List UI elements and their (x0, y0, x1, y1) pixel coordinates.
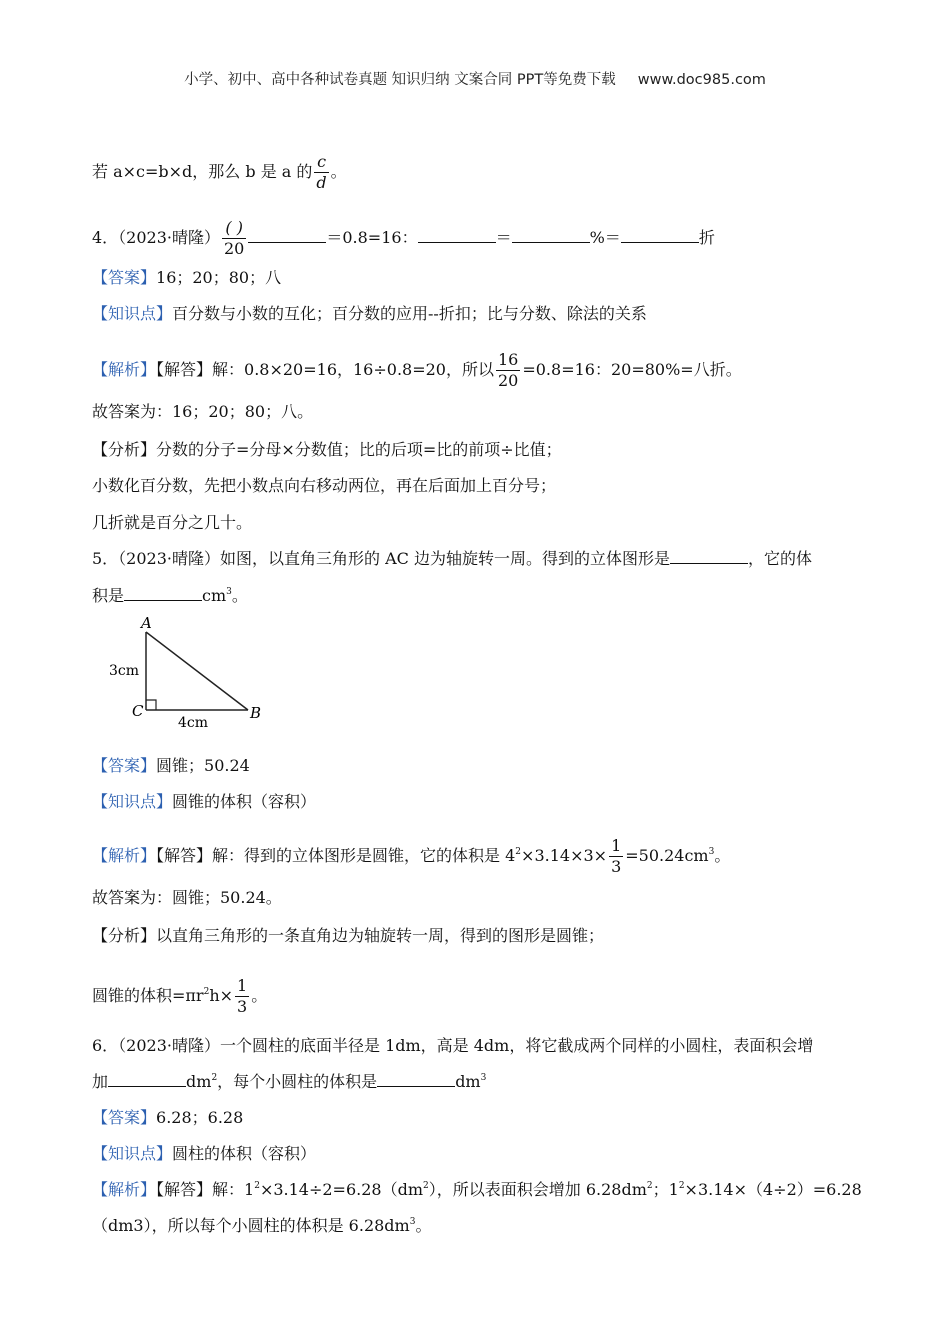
solution-text: 。 (714, 846, 731, 865)
intro-line (92, 152, 347, 193)
superscript: 2 (515, 847, 522, 857)
vertex-b-label: B (250, 704, 262, 722)
q6-text: dm (455, 1072, 481, 1091)
frac-den: d (316, 173, 327, 192)
answer-tag: 【答案】 (92, 268, 157, 287)
answer-blank[interactable] (621, 226, 699, 243)
side-ac-label: 3cm (109, 663, 140, 679)
q4-answer (92, 266, 281, 290)
q4-conclusion: 故答案为：16；20；80；八。 (92, 402, 314, 421)
solution-text: ×3.14×（4÷2）=6.28 (684, 1180, 862, 1199)
superscript: 2 (254, 1181, 260, 1191)
q4-solution (92, 350, 742, 391)
solution-text: 【解答】解：0.8×20=16，16÷0.8=20，所以 (156, 360, 494, 379)
q5-text: ，它的体 (747, 549, 812, 568)
analysis-text: 。 (251, 986, 268, 1005)
vertex-c-label: C (132, 702, 144, 720)
side-cb-label: 4cm (178, 715, 209, 730)
solution-tag: 【解析】 (92, 360, 157, 379)
frac-den: 20 (497, 371, 519, 390)
q5-knowledge (92, 790, 316, 814)
answer-blank[interactable] (418, 226, 496, 243)
q4-text: ＝0.8=16： (326, 228, 418, 247)
q6-text: ，每个小圆柱的体积是 (217, 1072, 378, 1091)
intro-end: 。 (330, 162, 347, 181)
answer-blank[interactable] (108, 1070, 186, 1087)
header-text: 小学、初中、高中各种试卷真题 知识归纳 文案合同 PPT等免费下载 (184, 72, 616, 88)
knowledge-tag: 【知识点】 (92, 792, 173, 811)
answer-text: 圆锥；50.24 (156, 756, 250, 775)
q6-text: 加 (92, 1072, 109, 1091)
q5-solution (92, 836, 730, 877)
header-site-link[interactable]: www.doc985.com (637, 72, 766, 88)
superscript: 2 (678, 1181, 685, 1191)
q4-analysis-3: 几折就是百分之几十。 (92, 513, 253, 532)
q5-analysis-1: 【分析】以直角三角形的一条直角边为轴旋转一周，得到的图形是圆锥； (92, 926, 605, 945)
solution-text: 【解答】解：1 (156, 1180, 255, 1199)
superscript: 3 (226, 587, 232, 597)
answer-text: 16；20；80；八 (156, 268, 282, 287)
analysis-text: h× (209, 986, 234, 1005)
fraction-16-20 (496, 350, 520, 391)
q4-analysis-2: 小数化百分数，先把小数点向右移动两位，再在后面加上百分号； (92, 476, 557, 495)
frac-den: 20 (224, 239, 245, 258)
answer-blank[interactable] (512, 226, 590, 243)
q6-text: dm (186, 1072, 212, 1091)
solution-text: =50.24cm (625, 846, 709, 865)
solution-text: ×3.14÷2=6.28（dm (259, 1180, 424, 1199)
frac-num: 16 (497, 350, 519, 369)
superscript: 3 (409, 1217, 416, 1227)
q4-knowledge (92, 302, 647, 326)
knowledge-text: 百分数与小数的互化；百分数的应用--折扣；比与分数、除法的关系 (172, 304, 647, 323)
q6-answer (92, 1106, 243, 1130)
q5-text: cm (202, 586, 227, 605)
superscript: 2 (423, 1181, 429, 1191)
vertex-a-label: A (141, 614, 152, 632)
fraction-1-3 (609, 836, 623, 877)
q5-analysis-2 (92, 976, 267, 1017)
solution-text: =0.8=16：20=80%=八折。 (522, 360, 742, 379)
knowledge-text: 圆锥的体积（容积） (172, 792, 317, 811)
analysis-text: 圆锥的体积=πr (92, 986, 204, 1005)
q6-stem-1: 6．（2023·晴隆）一个圆柱的底面半径是 1dm，高是 4dm，将它截成两个同样的小圆柱，表面积会增 (92, 1036, 814, 1055)
knowledge-tag: 【知识点】 (92, 1144, 173, 1163)
answer-text: 6.28；6.28 (156, 1108, 244, 1127)
frac-num: ( ) (222, 218, 246, 239)
q5-stem-1 (92, 547, 812, 571)
q5-text: 积是 (92, 586, 125, 605)
q4-analysis-1: 【分析】分数的分子=分母×分数值；比的后项=比的前项÷比值； (92, 440, 562, 459)
superscript: 3 (480, 1073, 487, 1083)
q4-number: 4．（2023·晴隆） (92, 228, 220, 247)
solution-text: ×3.14×3× (521, 846, 608, 865)
frac-num: c (314, 152, 328, 173)
knowledge-tag: 【知识点】 (92, 304, 173, 323)
answer-blank[interactable] (670, 547, 748, 564)
q4-text: 折 (698, 228, 715, 247)
superscript: 2 (646, 1181, 653, 1191)
q5-stem-2 (92, 584, 248, 608)
solution-tag: 【解析】 (92, 846, 157, 865)
frac-den: 3 (611, 857, 622, 876)
answer-tag: 【答案】 (92, 756, 157, 775)
solution-text: 。 (415, 1216, 432, 1235)
solution-tag: 【解析】 (92, 1180, 157, 1199)
q5-answer (92, 754, 250, 778)
knowledge-text: 圆柱的体积（容积） (172, 1144, 317, 1163)
q4-text: ＝ (495, 228, 512, 247)
frac-num: 1 (237, 976, 248, 995)
fraction-c-over-d (314, 152, 328, 193)
q6-solution-2 (92, 1214, 431, 1238)
answer-tag: 【答案】 (92, 1108, 157, 1127)
q6-stem-2 (92, 1070, 486, 1094)
q4-text: %＝ (589, 228, 621, 247)
q5-text: 5．（2023·晴隆）如图，以直角三角形的 AC 边为轴旋转一周。得到的立体图形是 (92, 549, 670, 568)
q5-conclusion: 故答案为：圆锥；50.24。 (92, 888, 282, 907)
answer-blank[interactable] (377, 1070, 455, 1087)
q4-fraction (222, 218, 246, 259)
triangle-figure (104, 612, 274, 730)
fraction-1-3 (235, 976, 249, 1017)
q6-solution-1 (92, 1178, 862, 1202)
intro-text: 若 a×c=b×d，那么 b 是 a 的 (92, 162, 313, 181)
superscript: 3 (708, 847, 715, 857)
frac-num: 1 (611, 836, 622, 855)
q5-text: 。 (231, 586, 248, 605)
superscript: 2 (211, 1073, 218, 1083)
solution-text: ；1 (652, 1180, 679, 1199)
superscript: 2 (203, 987, 210, 997)
solution-text: （dm3），所以每个小圆柱的体积是 6.28dm (92, 1216, 410, 1235)
solution-text: ），所以表面积会增加 6.28dm (428, 1180, 647, 1199)
solution-text: 【解答】解：得到的立体图形是圆锥，它的体积是 4 (156, 846, 516, 865)
answer-blank[interactable] (124, 584, 202, 601)
page-header (0, 68, 950, 89)
q6-knowledge (92, 1142, 316, 1166)
frac-den: 3 (237, 997, 248, 1016)
answer-blank[interactable] (248, 226, 326, 243)
q4-stem (92, 218, 715, 259)
